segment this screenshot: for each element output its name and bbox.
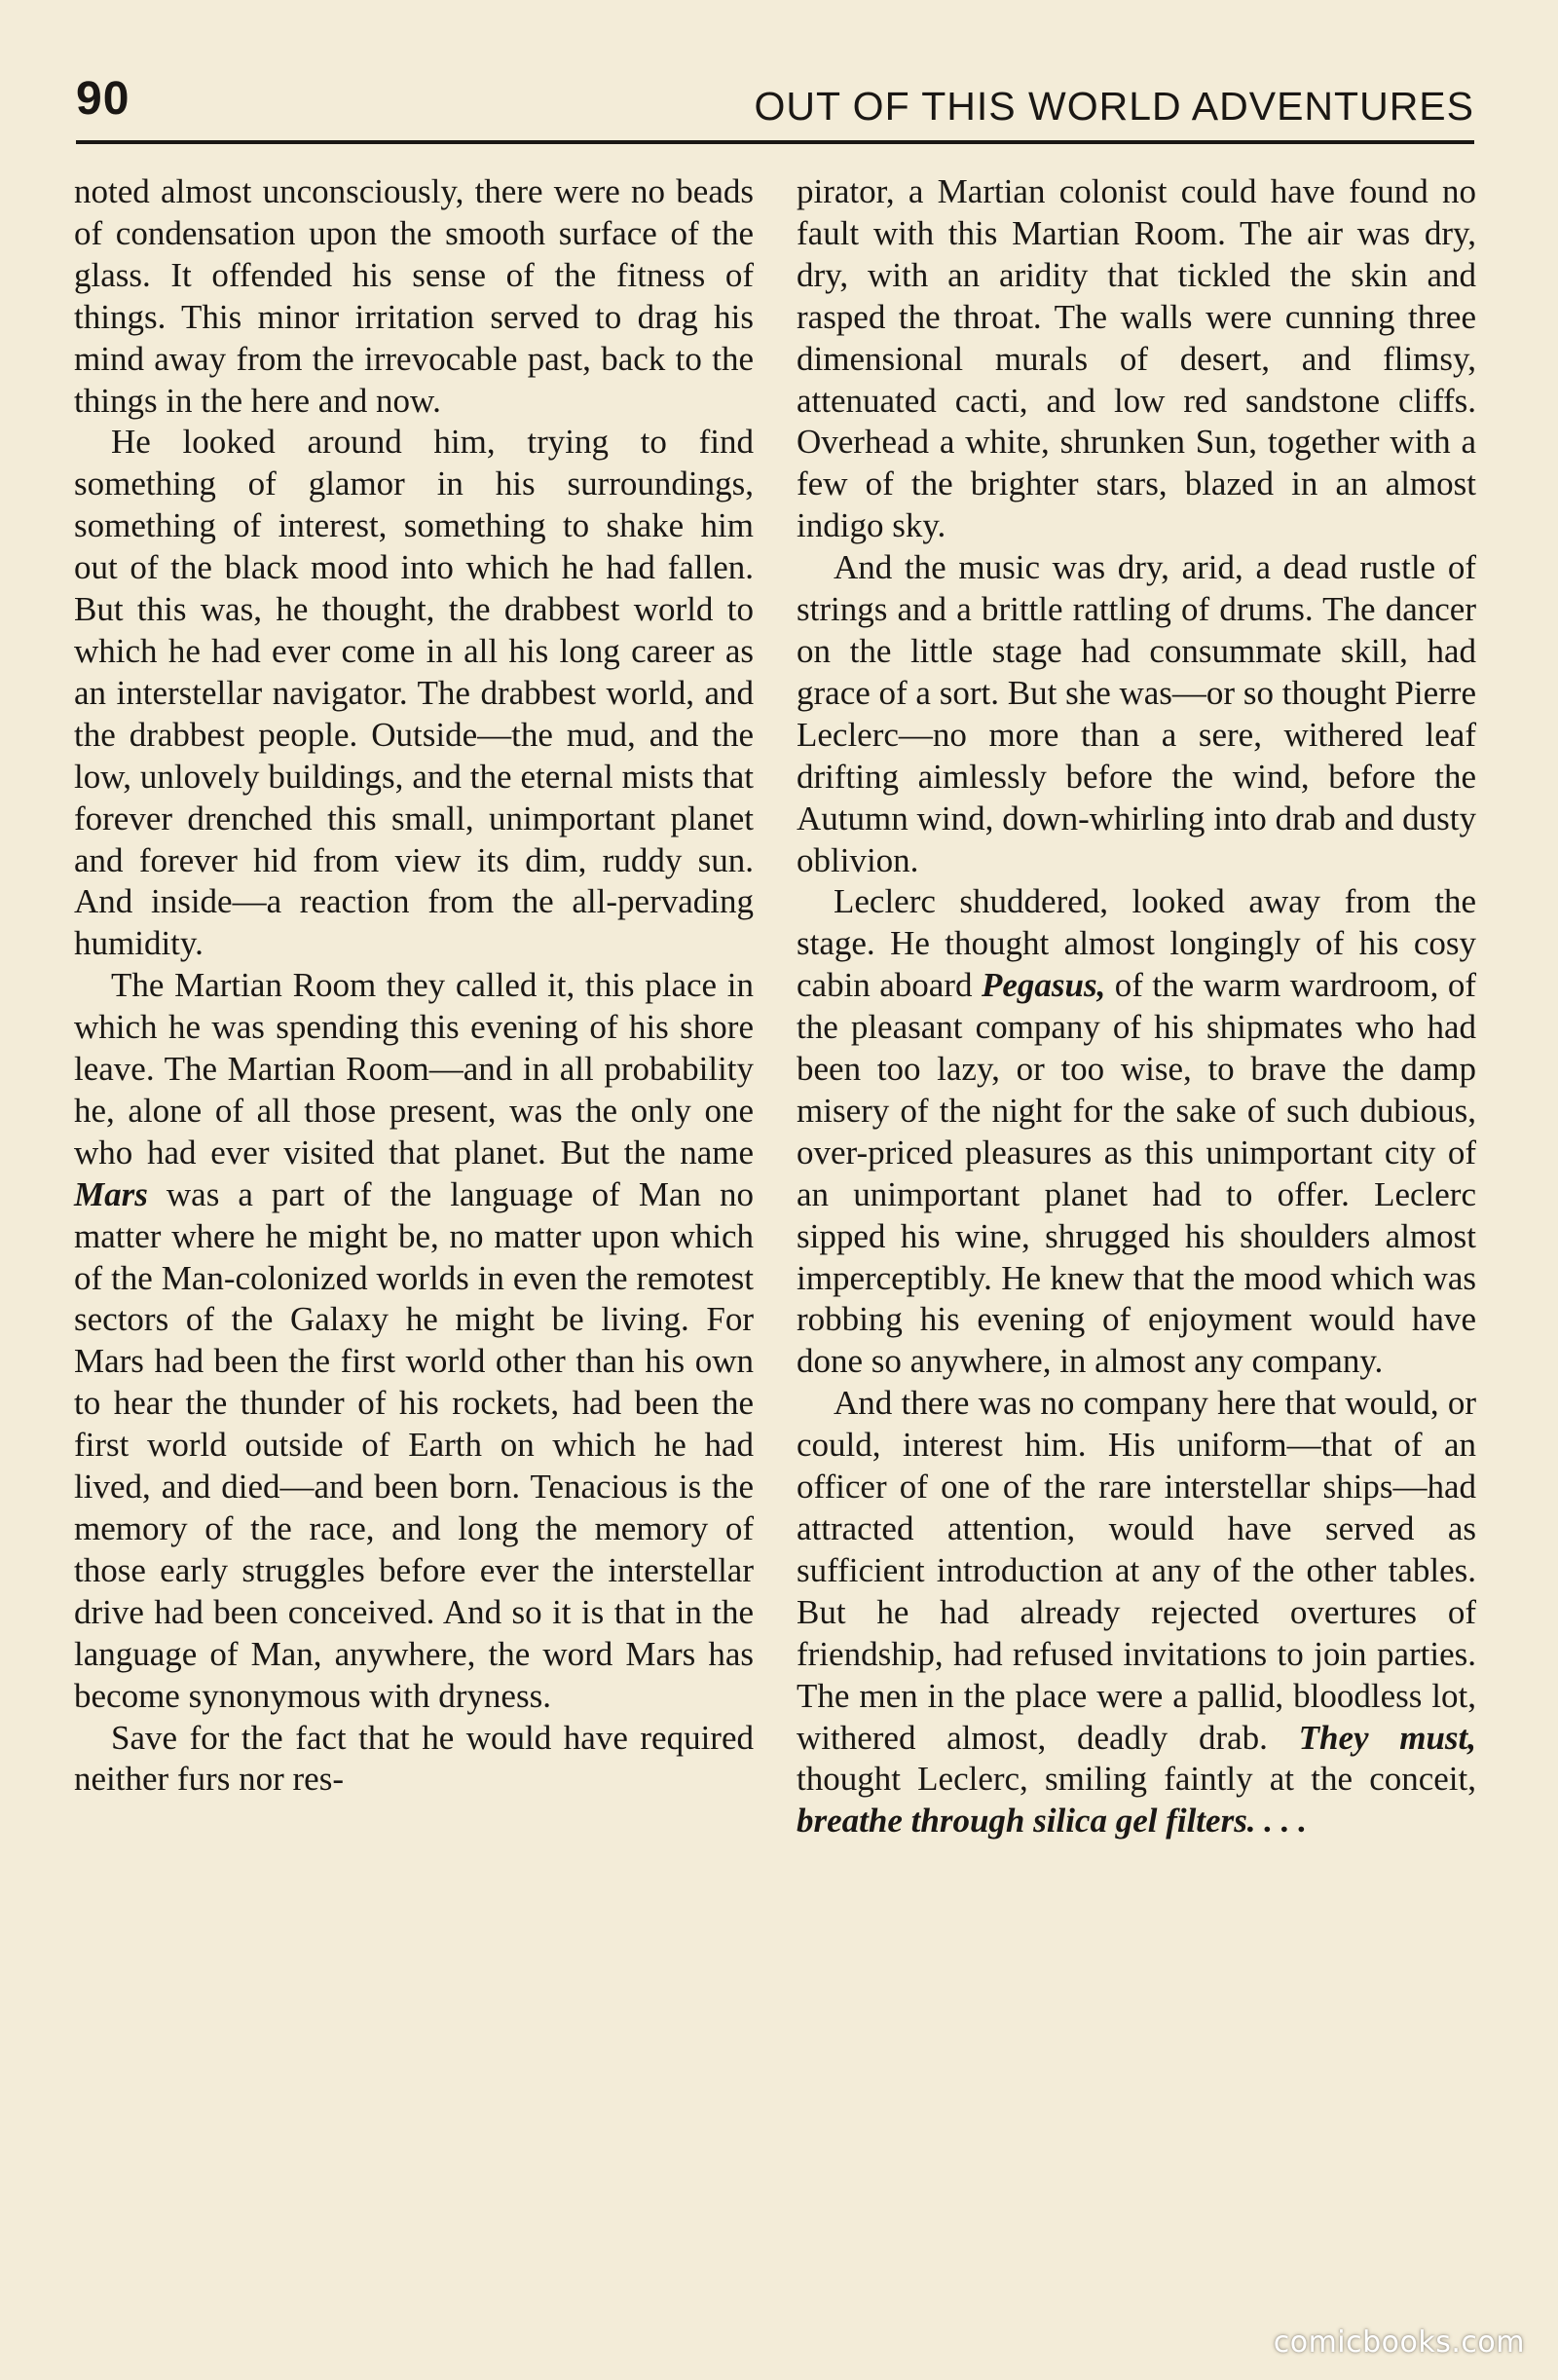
paragraph: And the music was dry, arid, a dead rustle of strings and a brittle rattling of drums. The dancer on the little stage had consummate skill, had grace of a sort. But she was—or so thought Pierre Leclerc—no more than a sere, withered leaf drifting aimlessly before the wind, before the Autumn wind, down-whirling into drab and dusty oblivion. xyxy=(797,548,1476,879)
paragraph xyxy=(797,1383,1476,1842)
italic-phrase: breathe through silica gel filters. . . . xyxy=(797,1802,1308,1841)
watermark: comicbooks.com xyxy=(1273,2325,1525,2360)
text-run: was a part of the language of Man no matter where he might be, no matter upon which of the Man-colonized worlds in even the remotest sectors of the Galaxy he might be living. For Mars had been the first world other than his own to hear the thunder of his rockets, had been the first world outside of Earth on which he had lived, and died—and been born. Tenacious is the memory of the race, and long the memory of those early struggles before ever the interstellar drive had been conceived. And so it is that in the language of Man, anywhere, the word Mars has become synonymous with dryness. xyxy=(74,1174,754,1715)
paragraph: pirator, a Martian colonist could have found no fault with this Martian Room. The air was dry, dry, with an aridity that tickled the skin and rasped the throat. The walls were cunning three dimensional murals of desert, and flimsy, attenuated cacti, and low red sandstone cliffs. Overhead a white, shrunken Sun, together with a few of the brighter stars, blazed in an almost indigo sky. xyxy=(797,172,1476,545)
paragraph xyxy=(74,965,754,1717)
paragraph: noted almost unconsciously, there were no beads of condensation upon the smooth surface of the glass. It offended his sense of the fitness of things. This minor irritation served to drag his mind away from the irrevocable past, back to the things in the here and now. xyxy=(74,172,754,420)
text-run: Leclerc shuddered, looked away from the stage. He thought almost longingly of his cosy cabin aboard xyxy=(797,882,1476,1005)
text-run: of the warm wardroom, of the pleasant company of his shipmates who had been too lazy, or too wise, to brave the damp misery of the night for the sake of such dubious, over-priced pleasures as this unimportant city of an unimportant planet had to offer. Leclerc sipped his wine, shrugged his shoulders almost imperceptibly. He knew that the mood which was robbing his evening of enjoyment would have done so anywhere, in almost any company. xyxy=(797,966,1476,1381)
paragraph: He looked around him, trying to find something of glamor in his surroundings, something of interest, something to shake him out of the black mood into which he had fallen. But this was, he thought, the drabbest world to which he had ever come in all his long career as an interstellar navigator. The drabbest world, and the drabbest people. Outside—the mud, and the low, unlovely buildings, and the eternal mists that forever drenched this small, unimportant planet and forever hid from view its dim, ruddy sun. And inside—a reaction from the all-pervading humidity. xyxy=(74,423,754,963)
paragraph xyxy=(797,881,1476,1383)
page-header xyxy=(76,72,1474,144)
page-number: 90 xyxy=(76,73,130,125)
ship-name: Pegasus, xyxy=(981,966,1106,1005)
paragraph: Save for the fact that he would have required neither furs nor res- xyxy=(74,1718,754,1799)
text-run: thought Leclerc, smiling faintly at the conceit, xyxy=(797,1760,1476,1799)
italic-phrase: They must, xyxy=(1298,1718,1476,1757)
text-run: And there was no company here that would, or could, interest him. His uniform—that of an officer of one of the rare interstellar ships—had attracted attention, would have served as sufficient introduction at any of the other tables. But he had already rejected overtures of friendship, had refused invitations to join parties. The men in the place were a pallid, bloodless lot, withered almost, deadly drab. xyxy=(797,1384,1476,1757)
italic-word: Mars xyxy=(74,1174,148,1213)
text-run: The Martian Room they called it, this place in which he was spending this evening of his shore leave. The Martian Room—and in all probability he, alone of all those present, was the only one who had ever visited that planet. But the name xyxy=(74,966,754,1171)
running-head: OUT OF THIS WORLD ADVENTURES xyxy=(754,84,1474,129)
left-column xyxy=(74,171,754,1801)
right-column xyxy=(797,171,1476,1842)
